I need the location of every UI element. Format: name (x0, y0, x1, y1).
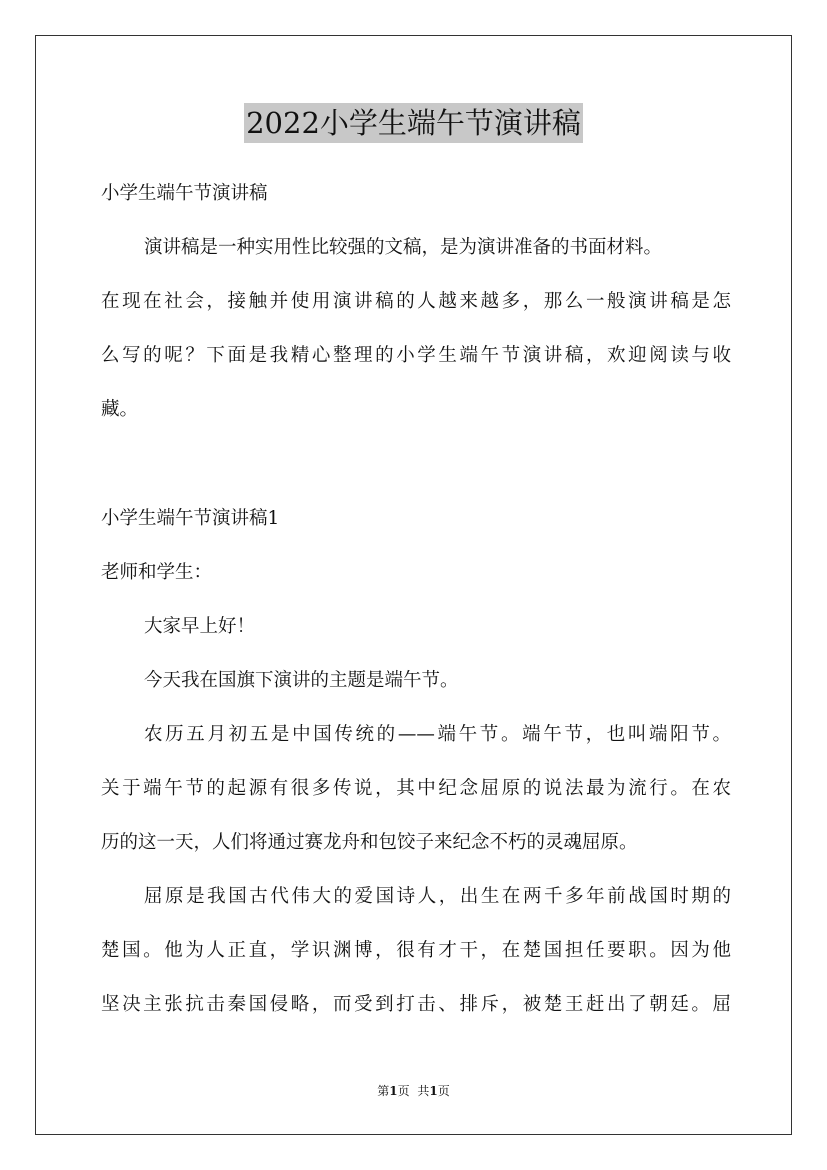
paragraph-line: 藏。 (101, 399, 139, 420)
paragraph-line: 演讲稿是一种实用性比较强的文稿，是为演讲准备的书面材料。 (144, 237, 663, 258)
footer-page-suffix: 页 (397, 1084, 410, 1098)
paragraph-line: 关于端午节的起源有很多传说，其中纪念屈原的说法最为流行。在农 (101, 778, 731, 799)
footer-page-prefix: 第 (377, 1084, 390, 1098)
paragraph-line: 么写的呢？下面是我精心整理的小学生端午节演讲稿，欢迎阅读与收 (101, 345, 731, 366)
footer-page-number: 1 (389, 1084, 398, 1098)
document-title: 2022小学生端午节演讲稿 (244, 103, 583, 143)
page-footer (0, 1083, 827, 1099)
footer-total-prefix: 共 (417, 1084, 430, 1098)
footer-total-suffix: 页 (437, 1084, 450, 1098)
paragraph-line: 楚国。他为人正直，学识渊博，很有才干，在楚国担任要职。因为他 (101, 940, 731, 961)
greeting: 大家早上好！ (144, 616, 256, 637)
paragraph-line: 历的这一天，人们将通过赛龙舟和包饺子来纪念不朽的灵魂屈原。 (101, 832, 638, 853)
salutation: 老师和学生： (101, 562, 213, 583)
paragraph-line: 坚决主张抗击秦国侵略，而受到打击、排斥，被楚王赶出了朝廷。屈 (101, 994, 731, 1015)
paragraph-line: 今天我在国旗下演讲的主题是端午节。 (144, 670, 459, 691)
footer-total-number: 1 (429, 1084, 438, 1098)
section-heading: 小学生端午节演讲稿 (101, 183, 268, 204)
section-heading: 小学生端午节演讲稿1 (101, 508, 280, 529)
title-container (0, 103, 827, 143)
paragraph-line: 在现在社会，接触并使用演讲稿的人越来越多，那么一般演讲稿是怎 (101, 291, 731, 312)
paragraph-line: 屈原是我国古代伟大的爱国诗人，出生在两千多年前战国时期的 (144, 886, 731, 907)
paragraph-line: 农历五月初五是中国传统的——端午节。端午节，也叫端阳节。 (144, 724, 731, 745)
